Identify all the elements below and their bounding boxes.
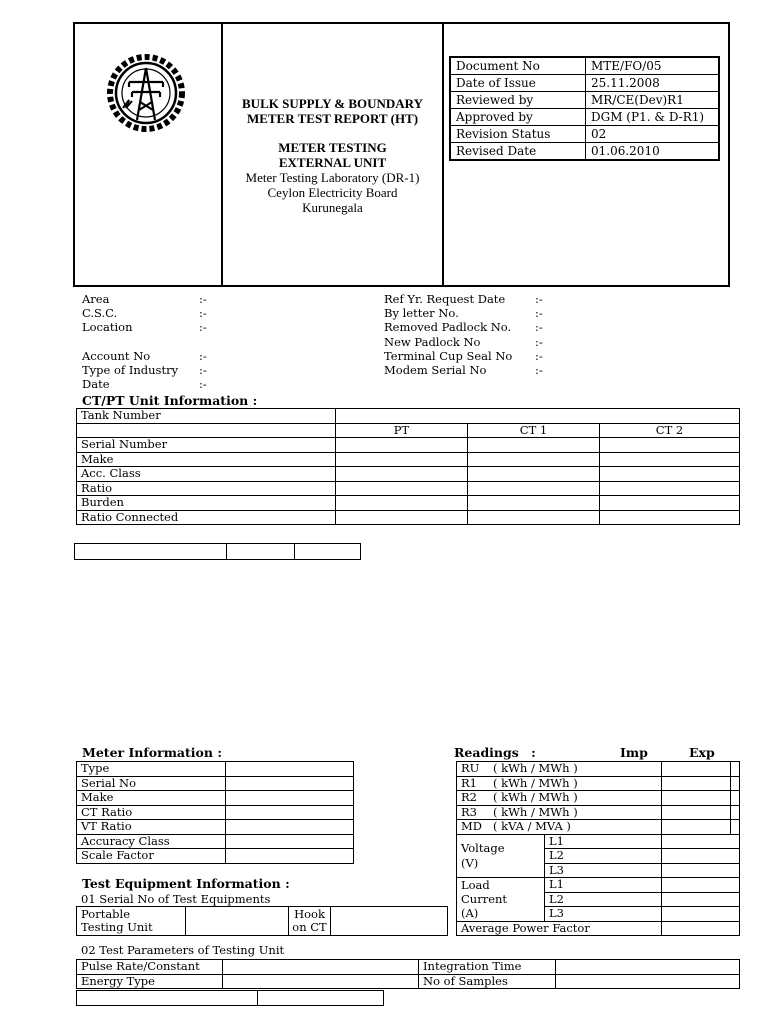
- pulse-rate-label: Pulse Rate/Constant: [77, 960, 223, 975]
- meter-heading: Meter Information :: [82, 745, 222, 760]
- reading-row-ru: RU ( kWh / MWh ): [457, 762, 662, 777]
- meta-label: Revision Status: [450, 126, 586, 143]
- integration-time-label: Integration Time: [419, 960, 556, 975]
- reading-row-r3: R3 ( kWh / MWh ): [457, 805, 662, 820]
- meter-row-label: CT Ratio: [77, 805, 226, 820]
- ctpt-heading: CT/PT Unit Information :: [82, 393, 258, 408]
- report-title-line1: BULK SUPPLY & BOUNDARY: [242, 96, 423, 111]
- meter-row-label: Accuracy Class: [77, 834, 226, 849]
- meta-value: 02: [586, 126, 720, 143]
- field-sep: :-: [535, 348, 543, 363]
- unit-title-line1: METER TESTING: [278, 140, 387, 155]
- phase-l1: L1: [545, 834, 662, 849]
- meter-row-label: Scale Factor: [77, 849, 226, 864]
- field-sep: :-: [199, 292, 207, 306]
- test-parameters-subheading: 02 Test Parameters of Testing Unit: [81, 943, 285, 957]
- test-parameters-table: [76, 959, 740, 989]
- field-label: Type of Industry: [82, 362, 179, 377]
- serial-equipment-table: [76, 906, 448, 936]
- hook-on-ct-label: Hook on CT: [289, 907, 331, 936]
- reading-row-md: MD ( kVA / MVA ): [457, 820, 662, 835]
- left-fields: [82, 292, 207, 391]
- blank-bottom-table: [76, 990, 384, 1006]
- row-label: Serial Number: [77, 438, 336, 453]
- field-label: Account No: [82, 348, 151, 363]
- meter-row-label: Type: [77, 762, 226, 777]
- energy-type-label: Energy Type: [77, 974, 223, 989]
- document-meta-table: [449, 56, 720, 161]
- field-label: Date: [82, 377, 110, 392]
- field-sep: :-: [199, 306, 207, 321]
- meter-row-label: VT Ratio: [77, 820, 226, 835]
- field-label: Ref Yr. Request Date: [384, 292, 506, 306]
- row-label: Acc. Class: [77, 467, 336, 482]
- field-sep: :-: [535, 306, 543, 321]
- phase-l2: L2: [545, 892, 662, 907]
- field-label: Modem Serial No: [384, 362, 487, 377]
- voltage-label: Voltage (V): [457, 834, 545, 878]
- meta-label: Revised Date: [450, 143, 586, 161]
- unit-title-line2: EXTERNAL UNIT: [278, 155, 387, 170]
- field-sep: :-: [199, 320, 207, 335]
- field-label: Removed Padlock No.: [384, 320, 512, 335]
- tank-number-value[interactable]: [336, 409, 740, 424]
- readings-table: [456, 761, 740, 936]
- meta-value: MTE/FO/05: [586, 57, 720, 75]
- field-label: Location: [82, 320, 133, 335]
- ceb-logo: [107, 54, 185, 132]
- col-ct1: CT 1: [468, 423, 600, 438]
- phase-l2: L2: [545, 849, 662, 864]
- field-label: By letter No.: [384, 306, 459, 321]
- meter-table: [76, 761, 354, 864]
- field-label: C.S.C.: [82, 306, 118, 321]
- meta-value: MR/CE(Dev)R1: [586, 92, 720, 109]
- row-label: Make: [77, 452, 336, 467]
- phase-l3: L3: [545, 907, 662, 922]
- field-label: Area: [82, 292, 110, 306]
- col-ct2: CT 2: [600, 423, 740, 438]
- meta-label: Approved by: [450, 109, 586, 126]
- phase-l1: L1: [545, 878, 662, 893]
- ctpt-table: [76, 408, 740, 525]
- row-label: Burden: [77, 496, 336, 511]
- row-label: Ratio: [77, 481, 336, 496]
- test-equipment-heading: Test Equipment Information :: [82, 876, 290, 891]
- field-sep: :-: [199, 377, 207, 392]
- field-sep: :-: [199, 362, 207, 377]
- org-name: Ceylon Electricity Board: [267, 185, 398, 200]
- field-label: New Padlock No: [384, 334, 481, 349]
- current-label: Load Current (A): [457, 878, 545, 922]
- reading-row-r1: R1 ( kWh / MWh ): [457, 776, 662, 791]
- meter-row-label: Serial No: [77, 776, 226, 791]
- tank-number-label: Tank Number: [77, 409, 336, 424]
- city-name: Kurunegala: [302, 200, 363, 215]
- exp-heading: Exp: [689, 745, 715, 760]
- no-of-samples-label: No of Samples: [419, 974, 556, 989]
- field-label: Terminal Cup Seal No: [384, 348, 513, 363]
- field-sep: :-: [535, 334, 543, 349]
- meta-label: Reviewed by: [450, 92, 586, 109]
- field-sep: :-: [199, 348, 207, 363]
- field-sep: :-: [535, 362, 543, 377]
- reading-row-r2: R2 ( kWh / MWh ): [457, 791, 662, 806]
- imp-heading: Imp: [620, 745, 648, 760]
- row-label: Ratio Connected: [77, 510, 336, 525]
- meta-label: Date of Issue: [450, 75, 586, 92]
- readings-heading: Readings :: [454, 745, 536, 760]
- header-frame: [73, 22, 730, 287]
- lab-name: Meter Testing Laboratory (DR-1): [245, 170, 420, 185]
- meta-value: 25.11.2008: [586, 75, 720, 92]
- meter-row-label: Make: [77, 791, 226, 806]
- field-sep: :-: [535, 320, 543, 335]
- field-sep: :-: [535, 292, 543, 306]
- phase-l3: L3: [545, 863, 662, 878]
- serial-no-subheading: 01 Serial No of Test Equipments: [81, 892, 271, 906]
- right-fields: [384, 292, 543, 377]
- meta-value: 01.06.2010: [586, 143, 720, 161]
- report-title-line2: METER TEST REPORT (HT): [246, 111, 419, 126]
- meta-label: Document No: [450, 57, 586, 75]
- col-pt: PT: [336, 423, 468, 438]
- blank-small-table: [74, 543, 361, 560]
- meta-value: DGM (P1. & D-R1): [586, 109, 720, 126]
- avg-power-factor-label: Average Power Factor: [457, 921, 662, 936]
- portable-testing-unit-label: Portable Testing Unit: [77, 907, 186, 936]
